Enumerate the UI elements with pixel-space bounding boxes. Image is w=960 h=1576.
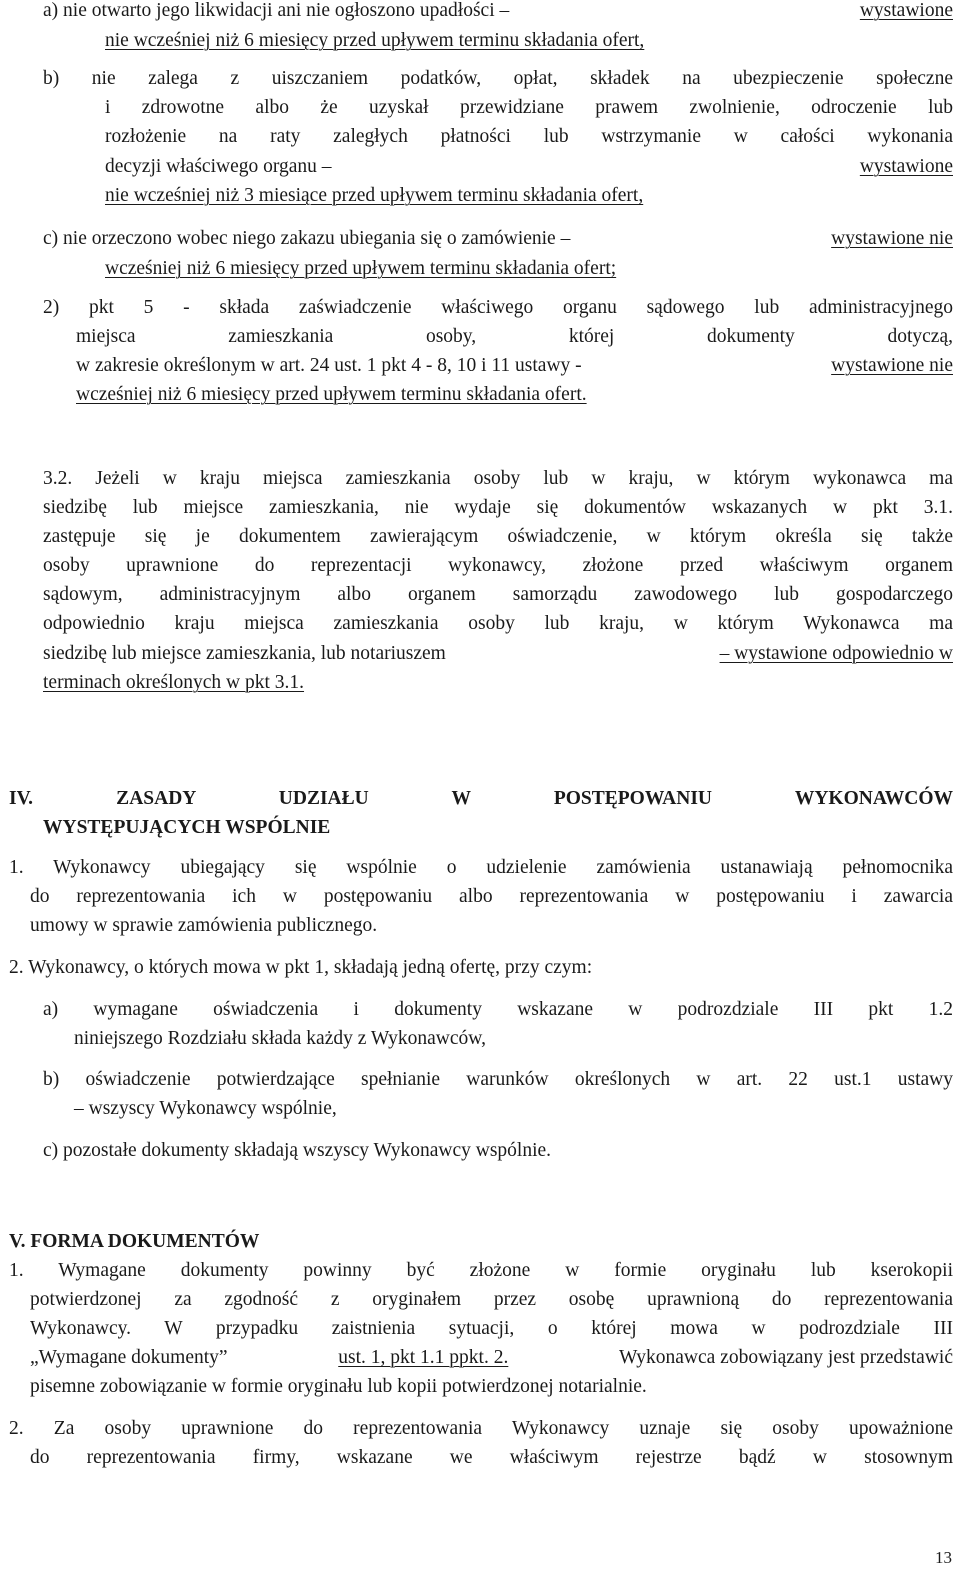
item-b-line-3: rozłożenie na raty zaległych płatności lub wstrzymanie w całości wykonania <box>105 126 953 147</box>
item-b-line-5: nie wcześniej niż 3 miesiące przed upływem terminu składania ofert, <box>105 185 644 206</box>
page-number: 13 <box>935 1548 952 1567</box>
p32-line-2: siedzibę lub miejsce zamieszkania, nie wydaje się dokumentów wskazanych w pkt 3.1. <box>43 497 953 518</box>
section-v-heading: V. FORMA DOKUMENTÓW <box>9 1231 260 1252</box>
v-2-line-2: do reprezentowania firmy, wskazane we właściwym rejestrze bądź w stosownym <box>30 1447 953 1468</box>
section-iv-heading-line-2: WYSTĘPUJĄCYCH WSPÓLNIE <box>43 817 331 838</box>
item-b-line-1: b) nie zalega z uiszczaniem podatków, opłat, składek na ubezpieczenie społeczne <box>43 68 953 89</box>
point-2-line-1: 2) pkt 5 - składa zaświadczenie właściwego organu sądowego lub administracyjnego <box>43 297 953 318</box>
point-2-line-4: wcześniej niż 6 miesięcy przed upływem terminu składania ofert. <box>76 384 587 405</box>
underlined-text: ust. 1, pkt 1.1 ppkt. 2. <box>338 1347 509 1368</box>
p32-line-7 <box>43 641 953 667</box>
v-1-line-3: Wykonawcy. W przypadku zaistnienia sytuacji, o której mowa w podrozdziale III <box>30 1318 953 1339</box>
underlined-text: wystawione nie <box>831 228 953 249</box>
item-a-line-2: nie wcześniej niż 6 miesięcy przed upływem terminu składania ofert, <box>105 30 645 51</box>
text: Wykonawca zobowiązany jest przedstawić <box>619 1347 953 1368</box>
v-2-line-1: 2. Za osoby uprawnione do reprezentowania Wykonawcy uznaje się osoby upoważnione <box>9 1418 953 1439</box>
v-1-line-1: 1. Wymagane dokumenty powinny być złożone w formie oryginału lub kserokopii <box>9 1260 953 1281</box>
iv-2c-line-1: c) pozostałe dokumenty składają wszyscy Wykonawcy wspólnie. <box>43 1140 552 1161</box>
iv-2a-line-1: a) wymagane oświadczenia i dokumenty wskazane w podrozdziale III pkt 1.2 <box>43 999 953 1020</box>
section-iv-heading-line-1: IV. ZASADY UDZIAŁU W POSTĘPOWANIU WYKONAWCÓW <box>9 788 953 809</box>
iv-2a-line-2: niniejszego Rozdziału składa każdy z Wykonawców, <box>74 1028 486 1049</box>
item-a-line-1 <box>43 0 953 24</box>
item-c-line-2: wcześniej niż 6 miesięcy przed upływem terminu składania ofert; <box>105 258 617 279</box>
iv-2b-line-2: – wszyscy Wykonawcy wspólnie, <box>74 1098 337 1119</box>
iv-1-line-1: 1. Wykonawcy ubiegający się wspólnie o udzielenie zamówienia ustanawiają pełnomocnika <box>9 857 953 878</box>
iv-1-line-3: umowy w sprawie zamówienia publicznego. <box>30 915 378 936</box>
underlined-text: – wystawione odpowiednio w <box>719 643 953 664</box>
v-1-line-2: potwierdzonej za zgodność z oryginałem przez osobę uprawnioną do reprezentowania <box>30 1289 953 1310</box>
underlined-text: wystawione <box>859 156 953 177</box>
iv-1-line-2: do reprezentowania ich w postępowaniu albo reprezentowania w postępowaniu i zawarcia <box>30 886 953 907</box>
p32-line-3: zastępuje się je dokumentem zawierającym oświadczenie, w którym określa się także <box>43 526 953 547</box>
point-2-line-3 <box>76 353 953 379</box>
underlined-text: wystawione <box>859 0 953 21</box>
item-c-line-1 <box>43 226 953 252</box>
item-b-line-4 <box>105 154 953 180</box>
iv-2-line-1: 2. Wykonawcy, o których mowa w pkt 1, składają jedną ofertę, przy czym: <box>9 957 593 978</box>
p32-line-1: 3.2. Jeżeli w kraju miejsca zamieszkania osoby lub w kraju, w którym wykonawca ma <box>43 468 953 489</box>
p32-line-6: odpowiednio kraju miejsca zamieszkania osoby lub kraju, w którym Wykonawca ma <box>43 613 953 634</box>
point-2-line-2: miejsca zamieszkania osoby, której dokumenty dotyczą, <box>76 326 953 347</box>
text: decyzji właściwego organu – <box>105 156 332 177</box>
p32-line-5: sądowym, administracyjnym albo organem samorządu zawodowego lub gospodarczego <box>43 584 953 605</box>
item-b-line-2: i zdrowotne albo że uzyskał przewidziane prawem zwolnienie, odroczenie lub <box>105 97 953 118</box>
text: c) nie orzeczono wobec niego zakazu ubiegania się o zamówienie – <box>43 228 571 249</box>
text: w zakresie określonym w art. 24 ust. 1 pkt 4 - 8, 10 i 11 ustawy - <box>76 355 582 376</box>
underlined-text: wystawione nie <box>831 355 953 376</box>
p32-line-8: terminach określonych w pkt 3.1. <box>43 672 305 693</box>
text: „Wymagane dokumenty” <box>30 1347 228 1368</box>
iv-2b-line-1: b) oświadczenie potwierdzające spełnianie warunków określonych w art. 22 ust.1 ustawy <box>43 1069 953 1090</box>
v-1-line-5: pisemne zobowiązanie w formie oryginału lub kopii potwierdzonej notarialnie. <box>30 1376 647 1397</box>
p32-line-4: osoby uprawnione do reprezentacji wykonawcy, złożone przed właściwym organem <box>43 555 953 576</box>
text: a) nie otwarto jego likwidacji ani nie ogłoszono upadłości – <box>43 0 510 21</box>
v-1-line-4 <box>30 1345 953 1371</box>
text: siedzibę lub miejsce zamieszkania, lub notariuszem <box>43 643 446 664</box>
